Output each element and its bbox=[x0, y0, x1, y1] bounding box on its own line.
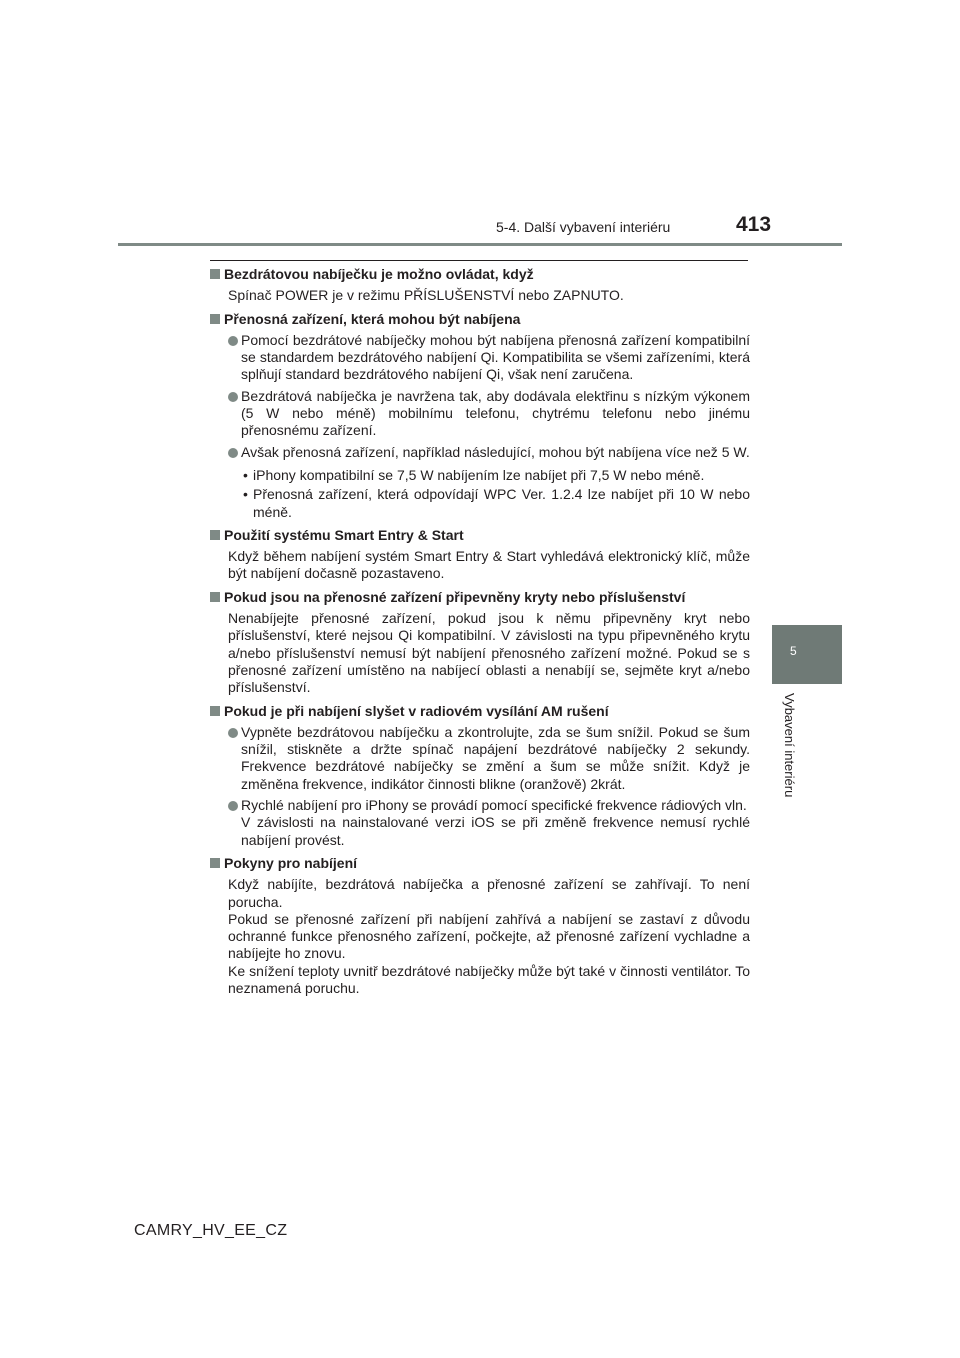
paragraph-line: Pokud se přenosné zařízení při nabíjení zahřívá a nabíjení se zastaví z důvodu ochranné funkce přenosného zařízení, počkejte, až přenosné zařízení vychladne a nabíjejte ho znovu. bbox=[228, 910, 750, 962]
circle-bullet-icon bbox=[228, 392, 238, 402]
section-4 bbox=[210, 589, 750, 697]
chapter-tab bbox=[772, 625, 842, 684]
sub-bullet-text: Přenosná zařízení, která odpovídají WPC Ver. 1.2.4 lze nabíjet při 10 W nebo méně. bbox=[253, 486, 750, 520]
section-6 bbox=[210, 855, 750, 997]
square-bullet-icon bbox=[210, 706, 220, 716]
page-content bbox=[210, 266, 750, 1003]
paragraph-line: Když nabíjíte, bezdrátová nabíječka a přenosné zařízení se zahřívají. To není porucha. bbox=[228, 876, 750, 910]
header-divider bbox=[118, 243, 842, 246]
square-bullet-icon bbox=[210, 269, 220, 279]
square-bullet-icon bbox=[210, 530, 220, 540]
section-title: Použití systému Smart Entry & Start bbox=[224, 526, 464, 543]
section-2 bbox=[210, 311, 750, 521]
bullet-text: Bezdrátová nabíječka je navržena tak, aby dodávala elektřinu s nízkým výkonem (5 W nebo méně) mobilnímu telefonu, chytrému telefonu nebo jinému přenosnému zařízení. bbox=[241, 387, 750, 439]
bullet-text: Vypněte bezdrátovou nabíječku a zkontrolujte, zda se šum snížil. Pokud se šum snížil, stiskněte a držte spínač napájení bezdrátové nabíječky 2 sekundy. Frekvence bezdrátové nabíječky se změní a šum se může snížit. Když je změněna frekvence, indikátor činnosti blikne (oranžově) 2krát. bbox=[241, 723, 750, 792]
bullet-text: Pomocí bezdrátové nabíječky mohou být nabíjena přenosná zařízení kompatibilní se standardem bezdrátového nabíjení Qi. Kompatibilita se všemi zařízeními, která splňují standard bezdrátového nabíjení Qi, však není zaručena. bbox=[241, 331, 750, 383]
document-code: CAMRY_HV_EE_CZ bbox=[134, 1222, 288, 1239]
small-dot-icon: • bbox=[243, 466, 248, 483]
square-bullet-icon bbox=[210, 592, 220, 602]
sub-bullet-text: iPhony kompatibilní se 7,5 W nabíjením lze nabíjet při 7,5 W nebo méně. bbox=[253, 466, 705, 483]
circle-bullet-icon bbox=[228, 801, 238, 811]
circle-bullet-icon bbox=[228, 448, 238, 458]
bullet-text: Avšak přenosná zařízení, například následující, mohou být nabíjena více než 5 W. bbox=[241, 443, 750, 460]
page-number: 413 bbox=[736, 213, 772, 236]
square-bullet-icon bbox=[210, 858, 220, 868]
section-5 bbox=[210, 703, 750, 849]
chapter-tab-label: Vybavení interiéru bbox=[782, 693, 797, 798]
square-bullet-icon bbox=[210, 314, 220, 324]
header-section-title: 5-4. Další vybavení interiéru bbox=[496, 219, 671, 235]
paragraph: Když během nabíjení systém Smart Entry & Start vyhledává elektronický klíč, může být nabíjení dočasně pozastaveno. bbox=[228, 548, 750, 582]
section-3 bbox=[210, 527, 750, 583]
section-title: Pokyny pro nabíjení bbox=[224, 854, 358, 871]
section-title: Pokud je při nabíjení slyšet v radiovém vysílání AM rušení bbox=[224, 702, 609, 719]
section-title: Přenosná zařízení, která mohou být nabíjena bbox=[224, 310, 521, 327]
section-title: Bezdrátovou nabíječku je možno ovládat, když bbox=[224, 266, 534, 282]
content-top-divider bbox=[210, 260, 748, 261]
bullet-text: Rychlé nabíjení pro iPhony se provádí pomocí specifické frekvence rádiových vln. bbox=[241, 797, 747, 814]
chapter-tab-number: 5 bbox=[790, 644, 797, 658]
small-dot-icon: • bbox=[243, 486, 248, 503]
bullet-text-continued: V závislosti na nainstalované verzi iOS se při změně frekvence nemusí rychlé nabíjení provést. bbox=[241, 814, 750, 848]
paragraph: Spínač POWER je v režimu PŘÍSLUŠENSTVÍ nebo ZAPNUTO. bbox=[228, 287, 624, 304]
circle-bullet-icon bbox=[228, 336, 238, 346]
circle-bullet-icon bbox=[228, 728, 238, 738]
section-1 bbox=[210, 266, 750, 305]
section-title: Pokud jsou na přenosné zařízení připevněny kryty nebo příslušenství bbox=[224, 588, 686, 605]
paragraph: Nenabíjejte přenosné zařízení, pokud jsou k němu připevněny kryt nebo příslušenství, které nejsou Qi kompatibilní. V závislosti na typu připevněného krytu a/nebo příslušenství nemusí být nabíjení přenosného zařízení možné. Pokud se s přenosné zařízení umístěno na nabíjecí oblasti a nenabíjí se, sejměte kryt a/nebo příslušenství. bbox=[228, 610, 750, 696]
paragraph-line: Ke snížení teploty uvnitř bezdrátové nabíječky může být také v činnosti ventilátor. To neznamená poruchu. bbox=[228, 962, 750, 996]
